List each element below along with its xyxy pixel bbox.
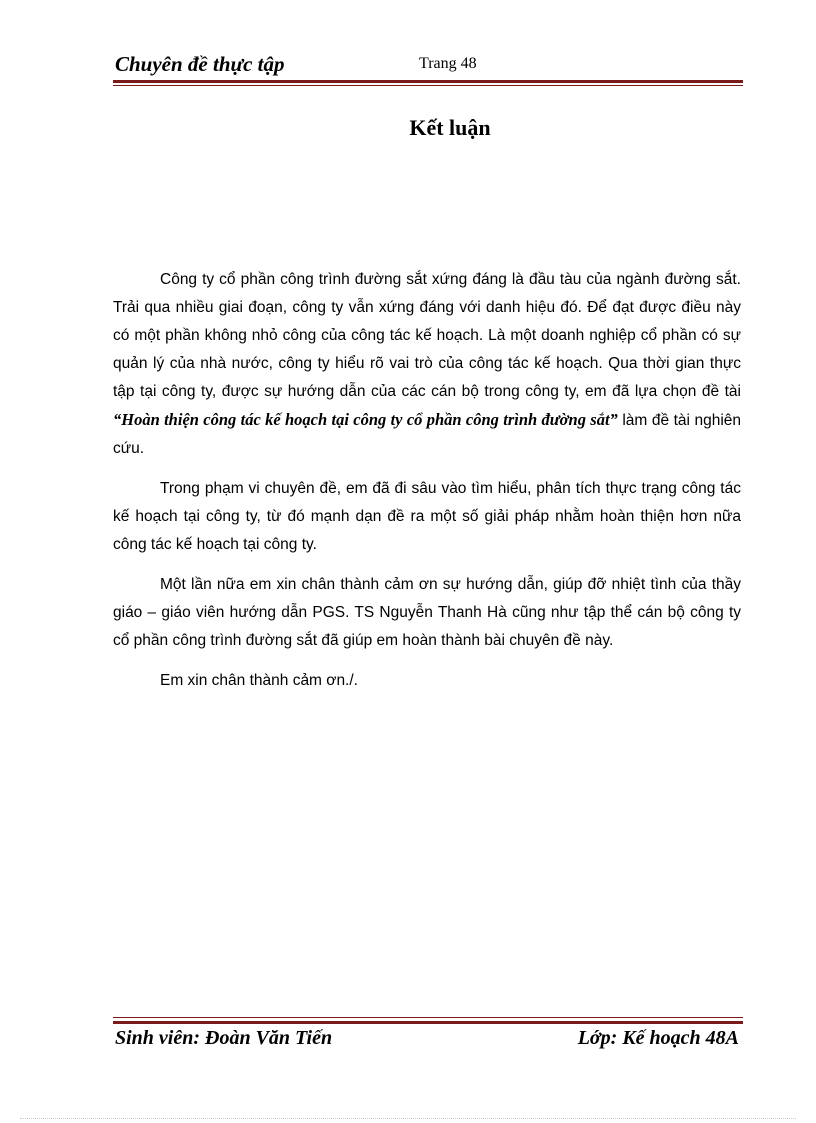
- student-name: Sinh viên: Đoàn Văn Tiến: [115, 1027, 333, 1049]
- paragraph-1: [113, 266, 741, 463]
- paragraph-4: Em xin chân thành cảm ơn./.: [160, 672, 358, 689]
- page-number: Trang 48: [419, 55, 477, 72]
- paragraph-3: Một lần nữa em xin chân thành cảm ơn sự hướng dẫn, giúp đỡ nhiệt tình của thầy giáo – giáo viên hướng dẫn PGS. TS Nguyễn Thanh Hà cũng như tập thể cán bộ công ty cổ phần công trình đường sắt đã giúp em hoàn thành bài chuyên đề này.: [113, 576, 741, 649]
- page-title: Kết luận: [409, 115, 491, 140]
- body-text: [113, 266, 741, 707]
- header-rule-thin: [113, 85, 743, 86]
- footer-rule-thin: [113, 1017, 743, 1018]
- paragraph-2: Trong phạm vi chuyên đề, em đã đi sâu vào tìm hiểu, phân tích thực trạng công tác kế hoạch tại công ty, từ đó mạnh dạn đề ra một số giải pháp nhằm hoàn thiện hơn nữa công tác kế hoạch tại công ty.: [113, 480, 741, 553]
- page-header: [113, 52, 743, 78]
- paragraph-1-text: Công ty cổ phần công trình đường sắt xứng đáng là đầu tàu của ngành đường sắt. Trải qua nhiều giai đoạn, công ty vẫn xứng đáng với danh hiệu đó. Để đạt được điều này có một phần không nhỏ công của công tác kế hoạch. Là một doanh nghiệp cổ phần có sự quản lý của nhà nước, công ty hiểu rõ vai trò của công tác kế hoạch. Qua thời gian thực tập tại công ty, được sự hướng dẫn của các cán bộ trong công ty, em đã lựa chọn đề tài: [113, 271, 741, 400]
- thesis-topic: “Hoàn thiện công tác kế hoạch tại công ty cổ phần công trình đường sắt”: [113, 410, 618, 429]
- footer-rule-thick: [113, 1021, 743, 1024]
- page-footer: [113, 1027, 743, 1053]
- header-rule-thick: [113, 80, 743, 83]
- page-edge-dots: [20, 1118, 796, 1119]
- paragraph-1-tail: làm đề tài nghiên cứu.: [113, 412, 742, 457]
- document-title: Chuyên đề thực tập: [115, 52, 285, 76]
- class-name: Lớp: Kế hoạch 48A: [577, 1027, 739, 1049]
